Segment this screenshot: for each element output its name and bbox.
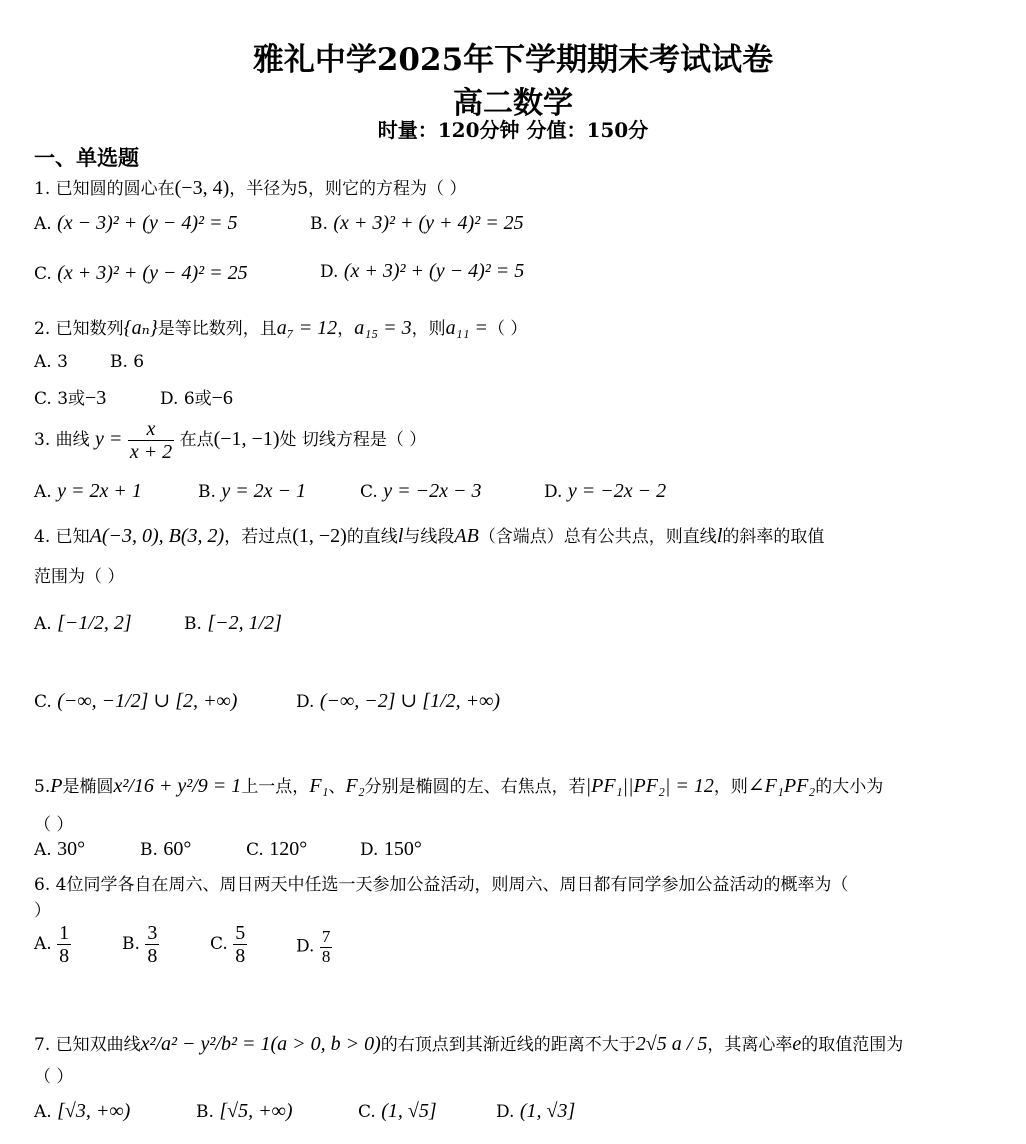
q7-option-c: C. (1, √5] [358,1100,437,1122]
q6-option-a: A. $\frac{1}{8}$ [34,922,70,967]
q4-stem: 4. 已知A(−3, 0), B(3, 2)，若过点(1, −2)的直线l与线段AB（含端点）总有公共点，则直线l的斜率的取值 [34,525,825,547]
q7-stem: 7. 已知双曲线x²/a² − y²/b² = 1(a > 0, b > 0)的右顶点到其渐近线的距离不大于2√5 a / 5，其离心率e的取值范围为 [34,1033,904,1055]
q1-option-a: A. (x − 3)² + (y − 4)² = 5 [34,212,238,234]
q3-option-b: B. y = 2x − 1 [198,480,307,502]
q1-center: (−3, 4) [174,177,230,199]
q6-stem: 6. 4位同学各自在周六、周日两天中任选一天参加公益活动，则周六、周日都有同学参加公益活动的概率为（ [34,875,849,895]
q3-option-a: A. y = 2x + 1 [34,480,142,502]
q7-option-b: B. [√5, +∞) [196,1100,293,1122]
q7-option-a: A. [√3, +∞) [34,1100,131,1122]
q4-option-b: B. [−2, 1/2] [184,612,282,634]
q5-stem-cont: （ ） [34,815,74,835]
q5-option-a: A. 30° [34,838,86,860]
q2-option-d: D. 6或−6 [160,387,233,409]
exam-info: 时量：120分钟 分值：150分 [377,118,649,142]
q4-option-c: C. (−∞, −1/2] ∪ [2, +∞) [34,690,238,712]
q2-option-a: A. 3 [34,352,68,372]
q4-option-a: A. [−1/2, 2] [34,612,132,634]
q2-sequence: {aₙ} [123,317,158,339]
q3-fraction: $\frac{x}{x + 2}$ [129,418,173,463]
q2-stem: 2. 已知数列{aₙ}是等比数列，且a₇ = 12，a₁₅ = 3，则a₁₁ =（ ） [34,317,528,339]
q3-option-d: D. y = −2x − 2 [544,480,667,502]
q3-option-c: C. y = −2x − 3 [360,480,482,502]
q5-option-b: B. 60° [140,838,192,860]
q1-stem: 1. 已知圆的圆心在(−3, 4)，半径为5，则它的方程为（ ） [34,177,467,199]
q4-stem-cont: 范围为（ ） [34,567,125,587]
q2-option-c: C. 3或−3 [34,387,107,409]
section-single-choice: 一、单选题 [34,145,139,170]
q4-option-d: D. (−∞, −2] ∪ [1/2, +∞) [296,690,501,712]
q7-option-d: D. (1, √3] [496,1100,576,1122]
q6-option-b: B. $\frac{3}{8}$ [122,922,158,967]
q6-option-c: C. $\frac{5}{8}$ [210,922,246,967]
school-title: 雅礼中学2025年下学期期末考试试卷 [252,42,774,78]
q5-stem: 5.P是椭圆x²/16 + y²/9 = 1上一点，F₁、F₂分别是椭圆的左、右焦点，若|PF₁||PF₂| = 12，则∠F₁PF₂的大小为 [34,775,884,797]
q1-option-d: D. (x + 3)² + (y − 4)² = 5 [320,260,525,282]
q6-option-d: D. $\frac{7}{8}$ [296,927,331,966]
q2-option-b: B. 6 [110,352,145,372]
q1-option-b: B. (x + 3)² + (y + 4)² = 25 [310,212,524,234]
subject-title: 高二数学 [453,86,573,121]
q3-stem: 3. 曲线 y = $\frac{x}{x + 2}$ 在点(−1, −1)处 切线方程是（ ） [34,418,427,463]
q7-stem-cont: （ ） [34,1067,74,1087]
q5-option-c: C. 120° [246,838,308,860]
q5-option-d: D. 150° [360,838,422,860]
q1-option-c: C. (x + 3)² + (y − 4)² = 25 [34,262,248,284]
q6-stem-cont: ） [34,901,51,921]
